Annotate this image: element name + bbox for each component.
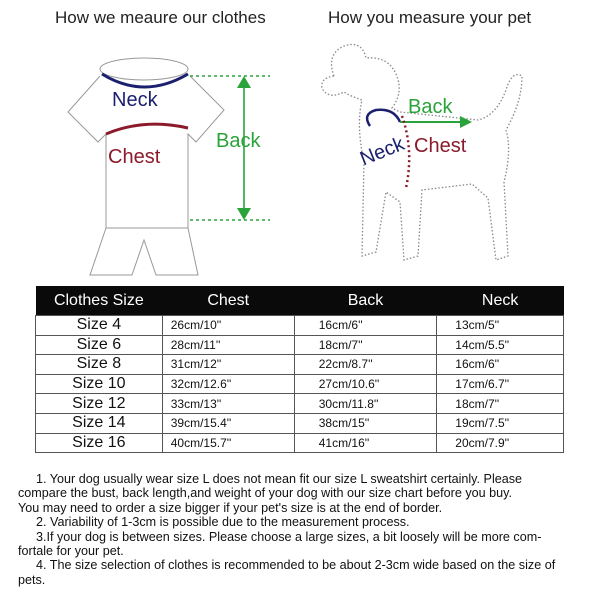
back-cell: 41cm/16'' [294, 433, 437, 453]
dog-neck-line [367, 110, 400, 126]
back-cell: 18cm/7'' [294, 335, 437, 355]
col-header-size: Clothes Size [36, 286, 163, 316]
note-line: pets. [18, 572, 46, 587]
table-row [36, 316, 564, 336]
dog-chest-label: Chest [414, 135, 467, 157]
neck-cell: 20cm/7.9'' [437, 433, 564, 453]
table-row [36, 374, 564, 394]
note-line: 4. The size selection of clothes is recommended to be about 2-3cm wide based on the size of [36, 558, 556, 573]
note-line: You may need to order a size bigger if your pet's size is at the end of border. [18, 500, 443, 515]
note-line: fortale for your pet. [18, 544, 124, 559]
back-cell: 30cm/11.8'' [294, 394, 437, 414]
dog-neck-label: Neck [357, 132, 408, 171]
chest-cell: 26cm/10'' [162, 316, 294, 336]
garment-chest-label: Chest [108, 146, 161, 168]
garment-neck-label: Neck [112, 89, 158, 111]
back-arrow-down-icon [237, 208, 251, 220]
size-cell: Size 16 [36, 433, 163, 453]
col-header-neck: Neck [437, 286, 564, 316]
col-header-chest: Chest [162, 286, 294, 316]
size-cell: Size 8 [36, 355, 163, 375]
table-row [36, 413, 564, 433]
dog-back-arrow-icon [460, 116, 472, 128]
table-row [36, 335, 564, 355]
left-figure-title: How we meaure our clothes [55, 8, 266, 27]
neck-cell: 16cm/6'' [437, 355, 564, 375]
neck-cell: 19cm/7.5'' [437, 413, 564, 433]
garment-back-label: Back [216, 130, 261, 152]
note-line: 2. Variability of 1-3cm is possible due to the measurement process. [36, 515, 410, 530]
neck-cell: 14cm/5.5'' [437, 335, 564, 355]
chest-cell: 28cm/11'' [162, 335, 294, 355]
back-cell: 16cm/6'' [294, 316, 437, 336]
chest-cell: 31cm/12'' [162, 355, 294, 375]
chest-cell: 33cm/13'' [162, 394, 294, 414]
size-table-header [36, 286, 564, 316]
right-figure-title: How you measure your pet [328, 8, 532, 27]
dog-back-label: Back [408, 96, 453, 118]
size-cell: Size 6 [36, 335, 163, 355]
neck-cell: 13cm/5'' [437, 316, 564, 336]
chest-line [106, 124, 188, 134]
size-cell: Size 14 [36, 413, 163, 433]
neck-cell: 18cm/7'' [437, 394, 564, 414]
col-header-back: Back [294, 286, 437, 316]
table-row [36, 355, 564, 375]
sizing-notes [18, 472, 590, 587]
note-line: 1. Your dog usually wear size L does not mean fit our size L sweatshirt certainly. Please [36, 472, 523, 486]
neck-cell: 17cm/6.7'' [437, 374, 564, 394]
chest-cell: 32cm/12.6'' [162, 374, 294, 394]
back-cell: 27cm/10.6'' [294, 374, 437, 394]
chest-cell: 39cm/15.4'' [162, 413, 294, 433]
back-cell: 22cm/8.7'' [294, 355, 437, 375]
table-row [36, 433, 564, 453]
note-line: 3.If your dog is between sizes. Please choose a large sizes, a bit loosely will be more com- [36, 529, 542, 544]
table-row [36, 394, 564, 414]
garment-diagram [40, 30, 300, 285]
size-cell: Size 12 [36, 394, 163, 414]
size-table [35, 286, 564, 453]
size-cell: Size 10 [36, 374, 163, 394]
back-arrow-up-icon [237, 76, 251, 88]
back-cell: 38cm/15'' [294, 413, 437, 433]
neck-line [102, 74, 188, 87]
size-cell: Size 4 [36, 316, 163, 336]
chest-cell: 40cm/15.7'' [162, 433, 294, 453]
note-line: compare the bust, back length,and weight of your dog with our size chart before you buy. [18, 486, 513, 501]
